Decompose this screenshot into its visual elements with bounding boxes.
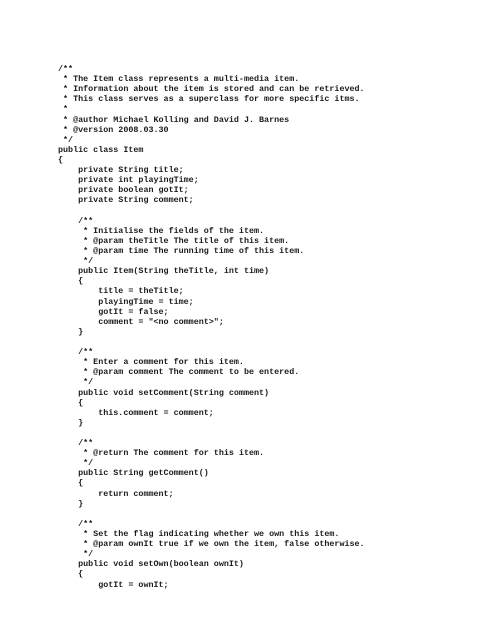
code-line: * Enter a comment for this item. [58,357,244,368]
code-line: title = theTitle; [58,286,184,297]
code-line: * @return The comment for this item. [58,448,265,459]
code-line: * @author Michael Kolling and David J. Barnes [58,114,290,125]
code-line: { [58,276,84,287]
code-line: * Initialise the fields of the item. [58,225,265,236]
code-line: playingTime = time; [58,296,194,307]
code-line: /** [58,215,94,226]
code-line: */ [58,458,94,469]
code-line: */ [58,256,94,267]
code-line: * @param time The running time of this item. [58,245,305,256]
code-line: * Information about the item is stored and can be retrieved. [58,84,365,95]
code-line: * Set the flag indicating whether we own this item. [58,529,340,540]
code-line: public String getComment() [58,468,209,479]
code-line [58,206,488,216]
code-line: } [58,417,84,428]
code-line: return comment; [58,488,174,499]
code-line: gotIt = ownIt; [58,579,169,590]
code-line [58,509,488,519]
code-line: /** [58,347,94,358]
code-line: } [58,326,84,337]
code-line: * [58,104,69,115]
code-line: gotIt = false; [58,306,169,317]
code-line: comment = "<no comment>"; [58,316,224,327]
code-line: { [58,569,84,580]
code-line: */ [58,134,74,145]
code-line: * The Item class represents a multi-media item. [58,74,300,85]
code-line: public void setOwn(boolean ownIt) [58,559,244,570]
code-line: { [58,154,64,165]
code-line: */ [58,377,94,388]
code-line: public void setComment(String comment) [58,387,270,398]
code-line: * @param comment The comment to be entered. [58,367,300,378]
code-line: private int playingTime; [58,175,199,186]
code-line: * @param theTitle The title of this item. [58,235,290,246]
code-line: private boolean gotIt; [58,185,189,196]
code-line: public Item(String theTitle, int time) [58,266,270,277]
code-line: private String comment; [58,195,194,206]
code-line: * @version 2008.03.30 [58,124,169,135]
code-line: /** [58,518,94,529]
code-line: * This class serves as a superclass for more specific itms. [58,94,360,105]
code-line: /** [58,64,74,74]
code-listing [58,64,488,590]
code-line [58,428,488,438]
code-line: private String title; [58,165,184,176]
code-line: * @param ownIt true if we own the item, false otherwise. [58,539,365,550]
code-line: { [58,478,84,489]
code-line: { [58,397,84,408]
code-line: } [58,498,84,509]
code-line: /** [58,438,94,449]
code-line: */ [58,549,94,560]
code-line: public class Item [58,144,144,155]
code-line: this.comment = comment; [58,407,214,418]
code-line [58,337,488,347]
